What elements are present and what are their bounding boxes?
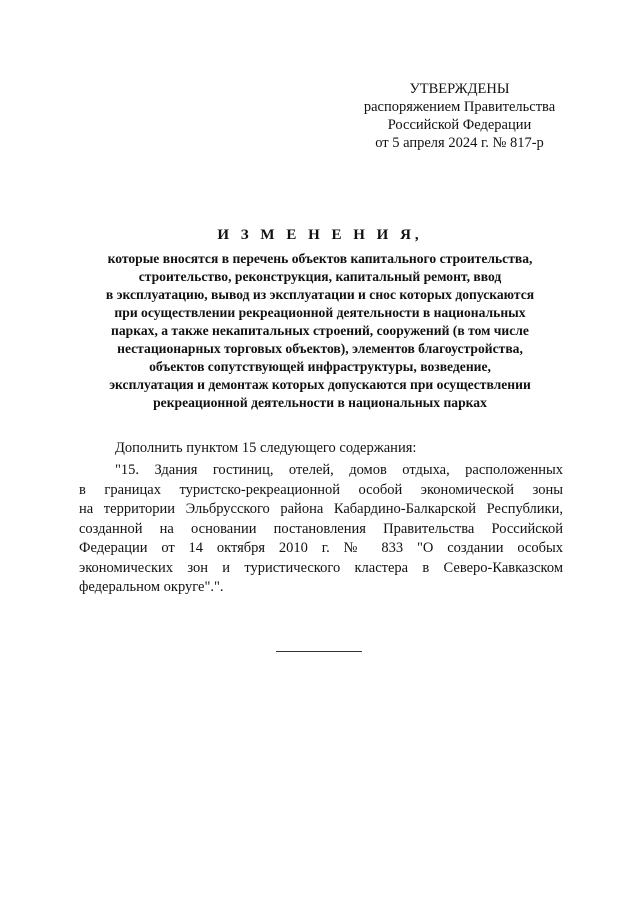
body-line: в границах туристско-рекреационной особой экономической зоны [79,481,563,498]
subtitle-line: парках, а также некапитальных строений, сооружений (в том числе [111,323,529,338]
closing-separator-line [276,651,362,652]
approval-issuer: распоряжением Правительства [363,99,556,115]
body-line: созданной на основании постановления Правительства Российской [79,520,563,537]
amendment-paragraph [79,461,563,598]
body-line: "15. Здания гостиниц, отелей, домов отдыха, расположенных [115,462,563,478]
body-line: Федерации от 14 октября 2010 г. № 833 "О создании особых [79,540,563,556]
subtitle-line: эксплуатация и демонтаж которых допускаются при осуществлении [109,377,531,392]
subtitle-line: строительство, реконструкция, капитальный ремонт, ввод [138,269,502,284]
body-line: на территории Эльбрусского района Кабардино-Балкарской Республики, [79,501,563,517]
body-line: экономических зон и туристического кластера в Северо-Кавказском [79,559,563,576]
approval-date-number: от 5 апреля 2024 г. № 817-р [375,135,544,151]
subtitle-line: нестационарных торговых объектов), элементов благоустройства, [117,341,523,356]
intro-paragraph: Дополнить пунктом 15 следующего содержания: [115,440,417,456]
subtitle-line: рекреационной деятельности в национальных парках [153,395,487,410]
subtitle-line: при осуществлении рекреационной деятельности в национальных [114,305,526,320]
approval-heading: УТВЕРЖДЕНЫ [409,81,510,97]
approval-block [352,80,567,152]
subtitle-line: которые вносятся в перечень объектов капитального строительства, [107,251,533,266]
subtitle-line: объектов сопутствующей инфраструктуры, возведение, [149,359,491,374]
approval-issuer-country: Российской Федерации [387,117,532,133]
document-title: И З М Е Н Е Н И Я, [217,227,423,243]
subtitle-line: в эксплуатацию, вывод из эксплуатации и снос которых допускаются [105,287,535,302]
body-line: федеральном округе".". [79,579,224,595]
document-subtitle [70,250,570,412]
